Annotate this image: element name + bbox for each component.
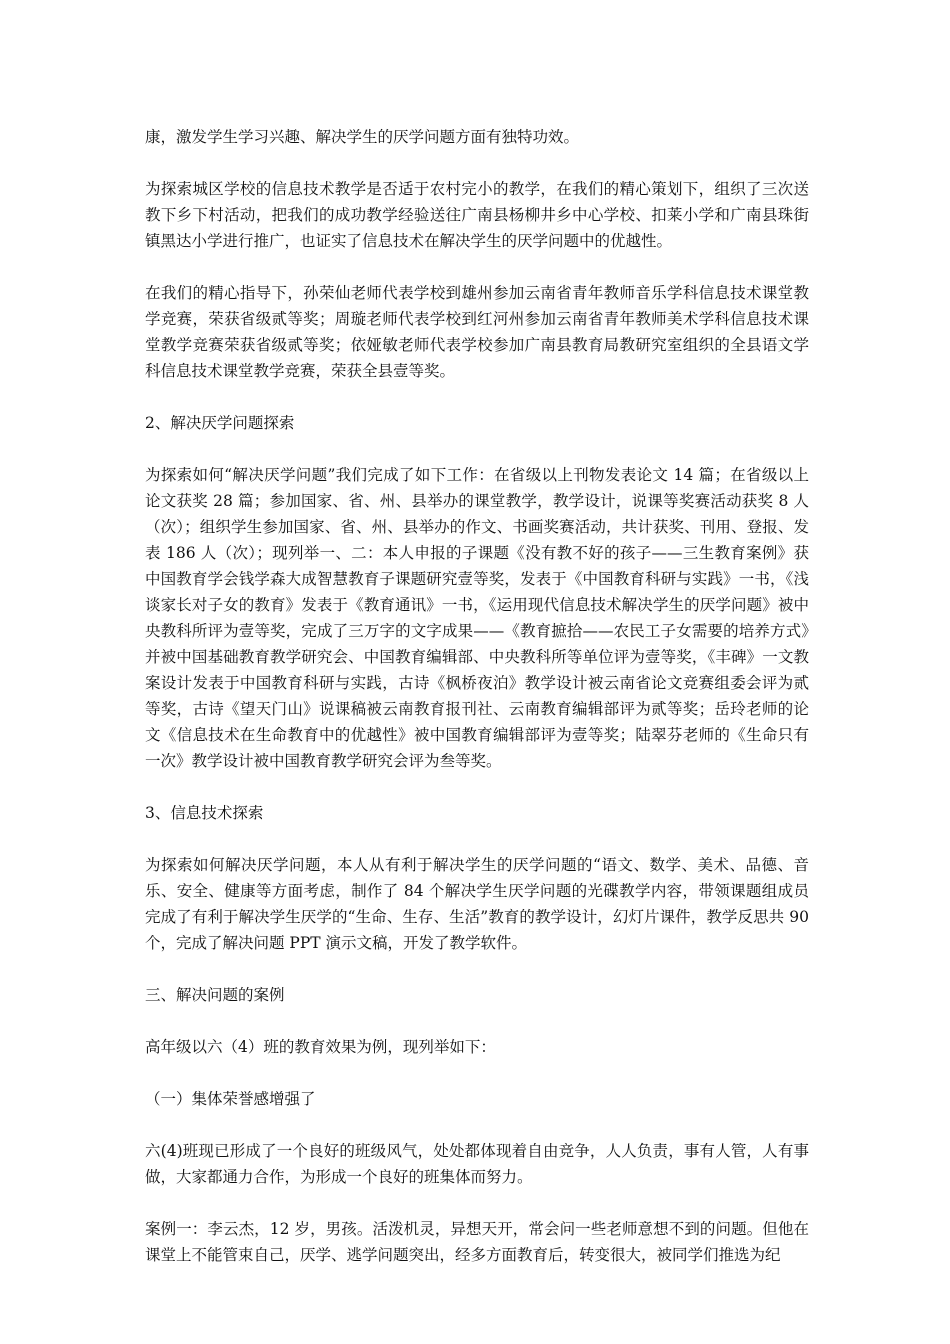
- paragraph: 为探索城区学校的信息技术教学是否适于农村完小的教学，在我们的精心策划下，组织了三次送教下乡下村活动，把我们的成功教学经验送往广南县杨柳井乡中心学校、扣莱小学和广南县珠街镇黑达小学进行推广，也证实了信息技术在解决学生的厌学问题中的优越性。: [145, 180, 809, 250]
- paragraph: 为探索如何“解决厌学问题”我们完成了如下工作：在省级以上刊物发表论文 14 篇；在省级以上论文获奖 28 篇；参加国家、省、州、县举办的课堂教学，教学设计，说课等奖赛活动获奖 8 人（次）；组织学生参加国家、省、州、县举办的作文、书画奖赛活动，共计获奖、刊用、登报、发表 186 人（次）；现列举一、二：本人申报的子课题《没有教不好的孩子——三生教育案例》获中国教育学会钱学森大成智慧教育子课题研究壹等奖，发表于《中国教育科研与实践》一书，《浅谈家长对子女的教育》发表于《教育通讯》一书，《运用现代信息技术解决学生的厌学问题》被中央教科所评为壹等奖，完成了三万字的文字成果——《教育摭拾——农民工子女需要的培养方式》并被中国基础教育教学研究会、中国教育编辑部、中央教科所等单位评为壹等奖，《丰碑》一文教案设计发表于中国教育科研与实践，古诗《枫桥夜泊》教学设计被云南省论文竞赛组委会评为贰等奖，古诗《望天门山》说课稿被云南教育报刊社、云南教育编辑部评为贰等奖；岳玲老师的论文《信息技术在生命教育中的优越性》被中国教育编辑部评为壹等奖；陆翠芬老师的《生命只有一次》教学设计被中国教育教学研究会评为叁等奖。: [145, 466, 809, 770]
- section-heading: 三、解决问题的案例: [145, 986, 285, 1004]
- paragraph: 案例一：李云杰，12 岁，男孩。活泼机灵，异想天开，常会问一些老师意想不到的问题。但他在课堂上不能管束自己，厌学、逃学问题突出，经多方面教育后，转变很大，被同学们推选为纪: [145, 1220, 809, 1264]
- section-heading: 3、信息技术探索: [145, 804, 264, 822]
- subsection-heading: （一）集体荣誉感增强了: [145, 1090, 316, 1108]
- paragraph: 康，激发学生学习兴趣、解决学生的厌学问题方面有独特功效。: [145, 128, 580, 146]
- document-body: [145, 124, 809, 1268]
- paragraph: 为探索如何解决厌学问题，本人从有利于解决学生的厌学问题的“语文、数学、美术、品德、音乐、安全、健康等方面考虑，制作了 84 个解决学生厌学问题的光碟教学内容，带领课题组成员完成了有利于解决学生厌学的“生命、生存、生活”教育的教学设计，幻灯片课件，教学反思共 90 个，完成了解决问题 PPT 演示文稿，开发了教学软件。: [145, 856, 809, 952]
- paragraph: 在我们的精心指导下，孙荣仙老师代表学校到雄州参加云南省青年教师音乐学科信息技术课堂教学竞赛，荣获省级贰等奖；周璇老师代表学校到红河州参加云南省青年教师美术学科信息技术课堂教学竞赛荣获省级贰等奖；依娅敏老师代表学校参加广南县教育局教研究室组织的全县语文学科信息技术课堂教学竞赛，荣获全县壹等奖。: [145, 284, 809, 380]
- section-heading: 2、解决厌学问题探索: [145, 414, 295, 432]
- paragraph: 六(4)班现已形成了一个良好的班级风气，处处都体现着自由竞争，人人负责，事有人管，人有事做，大家都通力合作，为形成一个良好的班集体而努力。: [145, 1142, 809, 1186]
- intro-line: 高年级以六（4）班的教育效果为例，现列举如下：: [145, 1038, 496, 1056]
